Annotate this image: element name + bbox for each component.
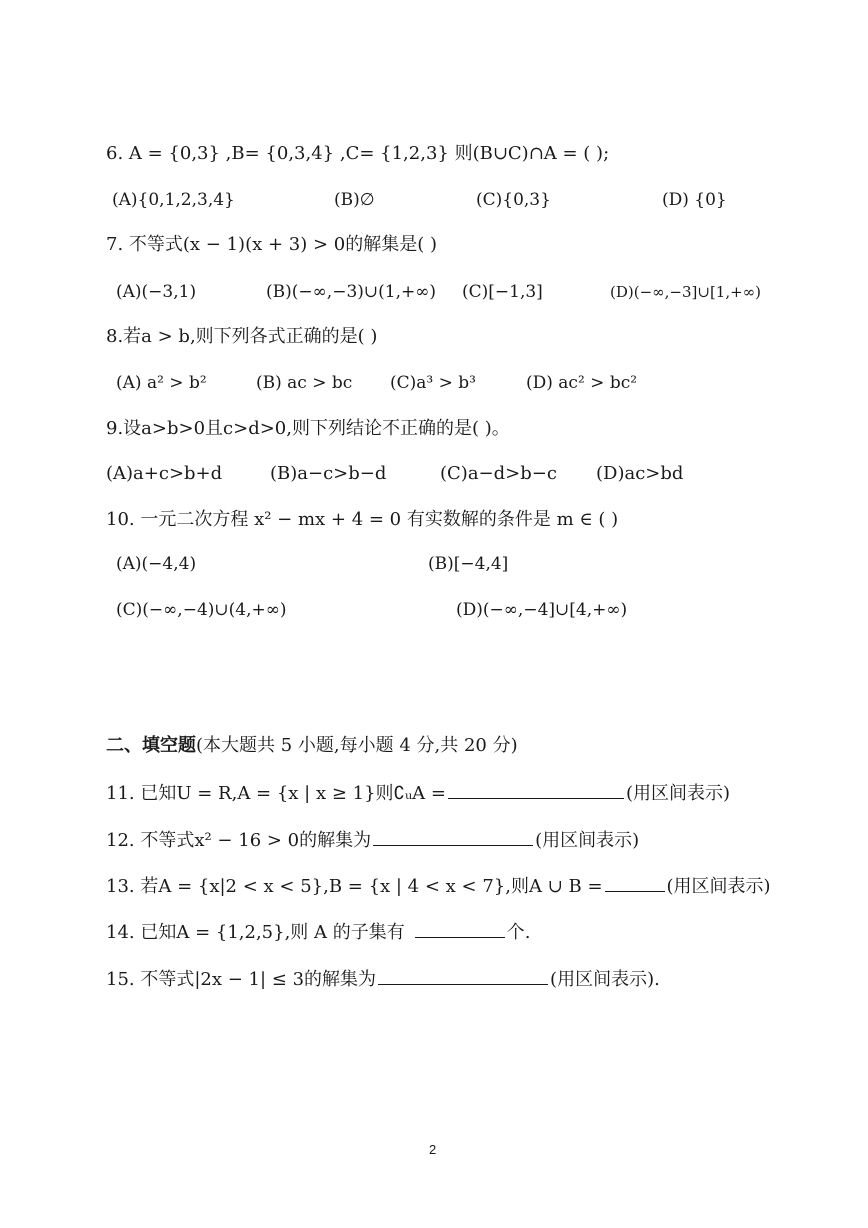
q9-option-b: (B)a−c>b−d: [270, 463, 387, 484]
q15-note: (用区间表示).: [550, 969, 660, 990]
q13: [106, 873, 771, 898]
q13-text: 13. 若A = {x|2 < x < 5},B = {x | 4 < x < 7},则A ∪ B =: [106, 876, 603, 897]
q11-text: 11. 已知U = R,A = {x | x ≥ 1}则∁ᵤA =: [106, 783, 446, 804]
q11-note: (用区间表示): [625, 783, 731, 804]
q14-note: 个.: [506, 922, 531, 943]
q8-option-b: (B) ac > bc: [256, 373, 353, 393]
q10-option-b: (B)[−4,4]: [428, 554, 509, 574]
q6-option-b: (B)∅: [334, 190, 375, 210]
q15: [106, 966, 660, 991]
section-2-title: [106, 735, 518, 757]
q10-option-a: (A)(−4,4): [116, 554, 197, 574]
q6-option-a: (A){0,1,2,3,4}: [112, 190, 235, 210]
q11: [106, 780, 730, 805]
q8-stem: 8.若a > b,则下列各式正确的是( ): [106, 326, 378, 347]
q10-option-d: (D)(−∞,−4]∪[4,+∞): [456, 600, 628, 620]
q14-answer-blank[interactable]: [415, 919, 505, 938]
q7-option-a: (A)(−3,1): [116, 282, 197, 302]
section-2-note: (本大题共 5 小题,每小题 4 分,共 20 分): [196, 735, 518, 756]
q13-note: (用区间表示): [666, 876, 771, 897]
q9-option-a: (A)a+c>b+d: [106, 463, 223, 484]
page-number: 2: [429, 1142, 437, 1157]
q8-option-d: (D) ac² > bc²: [526, 373, 638, 393]
section-2-heading: 二、填空题: [106, 735, 196, 756]
q15-text: 15. 不等式|2x − 1| ≤ 3的解集为: [106, 969, 377, 990]
q7-stem: 7. 不等式(x − 1)(x + 3) > 0的解集是( ): [106, 234, 437, 255]
q12-answer-blank[interactable]: [373, 827, 533, 846]
q11-answer-blank[interactable]: [448, 780, 624, 799]
q12: [106, 827, 639, 852]
q12-note: (用区间表示): [535, 830, 640, 851]
q9-option-d: (D)ac>bd: [596, 463, 684, 484]
q7-option-c: (C)[−1,3]: [462, 282, 543, 302]
q15-answer-blank[interactable]: [378, 966, 548, 985]
q6-option-c: (C){0,3}: [476, 190, 551, 210]
q14-text: 14. 已知A = {1,2,5},则 A 的子集有: [106, 922, 405, 943]
q9-stem: 9.设a>b>0且c>d>0,则下列结论不正确的是( )。: [106, 418, 510, 439]
q9-option-c: (C)a−d>b−c: [440, 463, 557, 484]
q10-option-c: (C)(−∞,−4)∪(4,+∞): [116, 600, 287, 620]
q7-option-b: (B)(−∞,−3)∪(1,+∞): [266, 282, 437, 302]
q14: [106, 919, 530, 944]
q13-answer-blank[interactable]: [605, 873, 665, 892]
q6-option-d: (D) {0}: [662, 190, 727, 210]
q10-stem: 10. 一元二次方程 x² − mx + 4 = 0 有实数解的条件是 m ∈ ( ): [106, 509, 619, 530]
q8-option-a: (A) a² > b²: [116, 373, 207, 393]
q6-stem: 6. A = {0,3} ,B= {0,3,4} ,C= {1,2,3} 则(B∪C)∩A = ( );: [106, 143, 610, 164]
q7-option-d: (D)(−∞,−3]∪[1,+∞): [610, 283, 762, 301]
q8-option-c: (C)a³ > b³: [390, 373, 476, 393]
q12-text: 12. 不等式x² − 16 > 0的解集为: [106, 830, 372, 851]
